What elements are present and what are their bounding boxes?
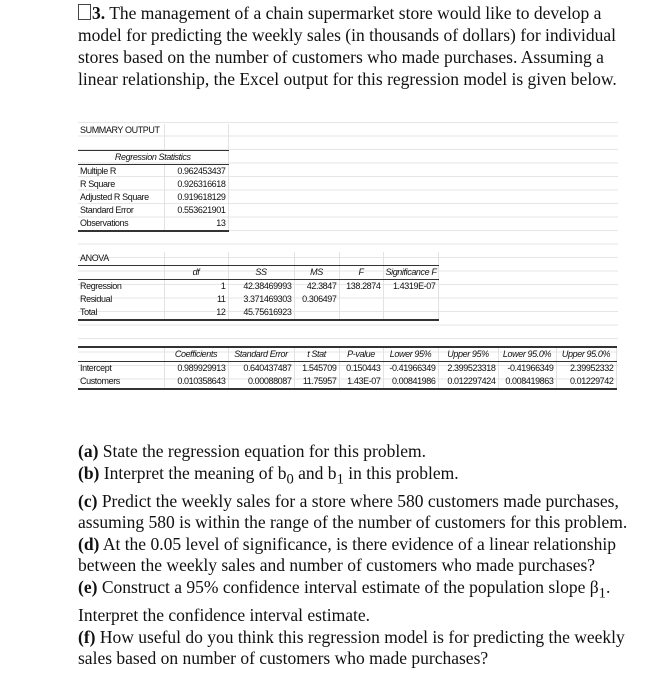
cell: 12 (164, 306, 228, 320)
cell: 42.38469993 (228, 280, 294, 294)
stat-label: Standard Error (78, 204, 164, 217)
questions (78, 441, 638, 670)
summary-title: SUMMARY OUTPUT (78, 124, 164, 137)
cell: 0.150443 (339, 362, 383, 376)
question-c: (c) Predict the weekly sales for a store where 580 customers made purchases, assuming 580 is within the range of the number of customers for this problem. (78, 490, 628, 533)
column-header: SS (228, 266, 294, 280)
cell: Intercept (78, 362, 164, 376)
cell: 0.010358643 (164, 375, 228, 389)
table-row (78, 178, 228, 191)
cell: -0.41966349 (498, 362, 556, 376)
cell: 0.640437487 (228, 362, 294, 376)
table-row (78, 217, 228, 231)
coefficients-table (78, 346, 617, 390)
column-header: P-value (339, 347, 383, 362)
cell: 45.75616923 (228, 306, 294, 320)
column-header: t Stat (294, 347, 339, 362)
cell: 1.43E-07 (339, 375, 383, 389)
stat-value: 13 (164, 217, 228, 231)
column-header: F (339, 266, 383, 280)
problem-text: The management of a chain supermarket store would like to develop a model for predicting the weekly sales (in thousands of dollars) for individual stores based on the number of customers who made purchases. Assuming a linear relationship, the Excel output for this regression model is given below. (78, 3, 617, 89)
excel-output (78, 122, 618, 392)
cell: 1 (164, 280, 228, 294)
checkbox-glyph-icon (78, 4, 91, 20)
column-header: Lower 95% (383, 347, 438, 362)
table-row (78, 191, 228, 204)
stat-label: R Square (78, 178, 164, 191)
cell: -0.41966349 (383, 362, 438, 376)
stat-label: Adjusted R Square (78, 191, 164, 204)
stat-value: 0.919618129 (164, 191, 228, 204)
stat-value: 0.926316618 (164, 178, 228, 191)
cell: Regression (78, 280, 164, 294)
table-row (78, 293, 438, 306)
stat-value: 0.962453437 (164, 165, 228, 179)
cell: 1.4319E-07 (383, 280, 438, 294)
reg-stats-title: Regression Statistics (78, 151, 228, 165)
table-row (78, 362, 616, 376)
table-row (78, 165, 228, 179)
cell: Customers (78, 375, 164, 389)
table-row (78, 306, 438, 320)
column-header: Significance F (383, 266, 438, 280)
stat-value: 0.553621901 (164, 204, 228, 217)
cell: 0.012297424 (438, 375, 498, 389)
cell: 2.39952332 (556, 362, 616, 376)
table-row (78, 280, 438, 294)
cell: 0.00088087 (228, 375, 294, 389)
summary-table (78, 124, 229, 232)
question-e: (e) Construct a 95% confidence interval estimate of the population slope $\beta_1$. Interpret the confidence interval estimate. (78, 577, 611, 626)
cell: 0.01229742 (556, 375, 616, 389)
cell: 0.00841986 (383, 375, 438, 389)
question-d: (d) At the 0.05 level of significance, is there evidence of a linear relationship between the weekly sales and number of customers who made purchases? (78, 533, 616, 576)
cell: Residual (78, 293, 164, 306)
problem-number: 3. (92, 3, 106, 23)
cell: 0.306497 (294, 293, 339, 306)
question-a: (a) State the regression equation for this problem. (78, 441, 426, 461)
column-header: Standard Error (228, 347, 294, 362)
anova-table (78, 252, 439, 321)
stat-label: Observations (78, 217, 164, 231)
table-row (78, 204, 228, 217)
cell: 11 (164, 293, 228, 306)
question-b: (b) Interpret the meaning of $b_0$ and $b_1$ in this problem. (78, 462, 459, 488)
cell: 42.3847 (294, 280, 339, 294)
anova-title: ANOVA (78, 252, 164, 266)
column-header: MS (294, 266, 339, 280)
column-header: df (164, 266, 228, 280)
column-header: Upper 95.0% (556, 347, 616, 362)
cell: 0.008419863 (498, 375, 556, 389)
cell: 1.545709 (294, 362, 339, 376)
problem-intro (78, 2, 638, 90)
cell: Total (78, 306, 164, 320)
cell: 0.989929913 (164, 362, 228, 376)
column-header: Upper 95% (438, 347, 498, 362)
table-row (78, 375, 616, 389)
column-header: Lower 95.0% (498, 347, 556, 362)
stat-label: Multiple R (78, 165, 164, 179)
cell: 3.371469303 (228, 293, 294, 306)
cell: 11.75957 (294, 375, 339, 389)
cell: 2.399523318 (438, 362, 498, 376)
cell: 138.2874 (339, 280, 383, 294)
column-header: Coefficients (164, 347, 228, 362)
question-f: (f) How useful do you think this regression model is for predicting the weekly sales based on number of customers who made purchases? (78, 626, 625, 669)
